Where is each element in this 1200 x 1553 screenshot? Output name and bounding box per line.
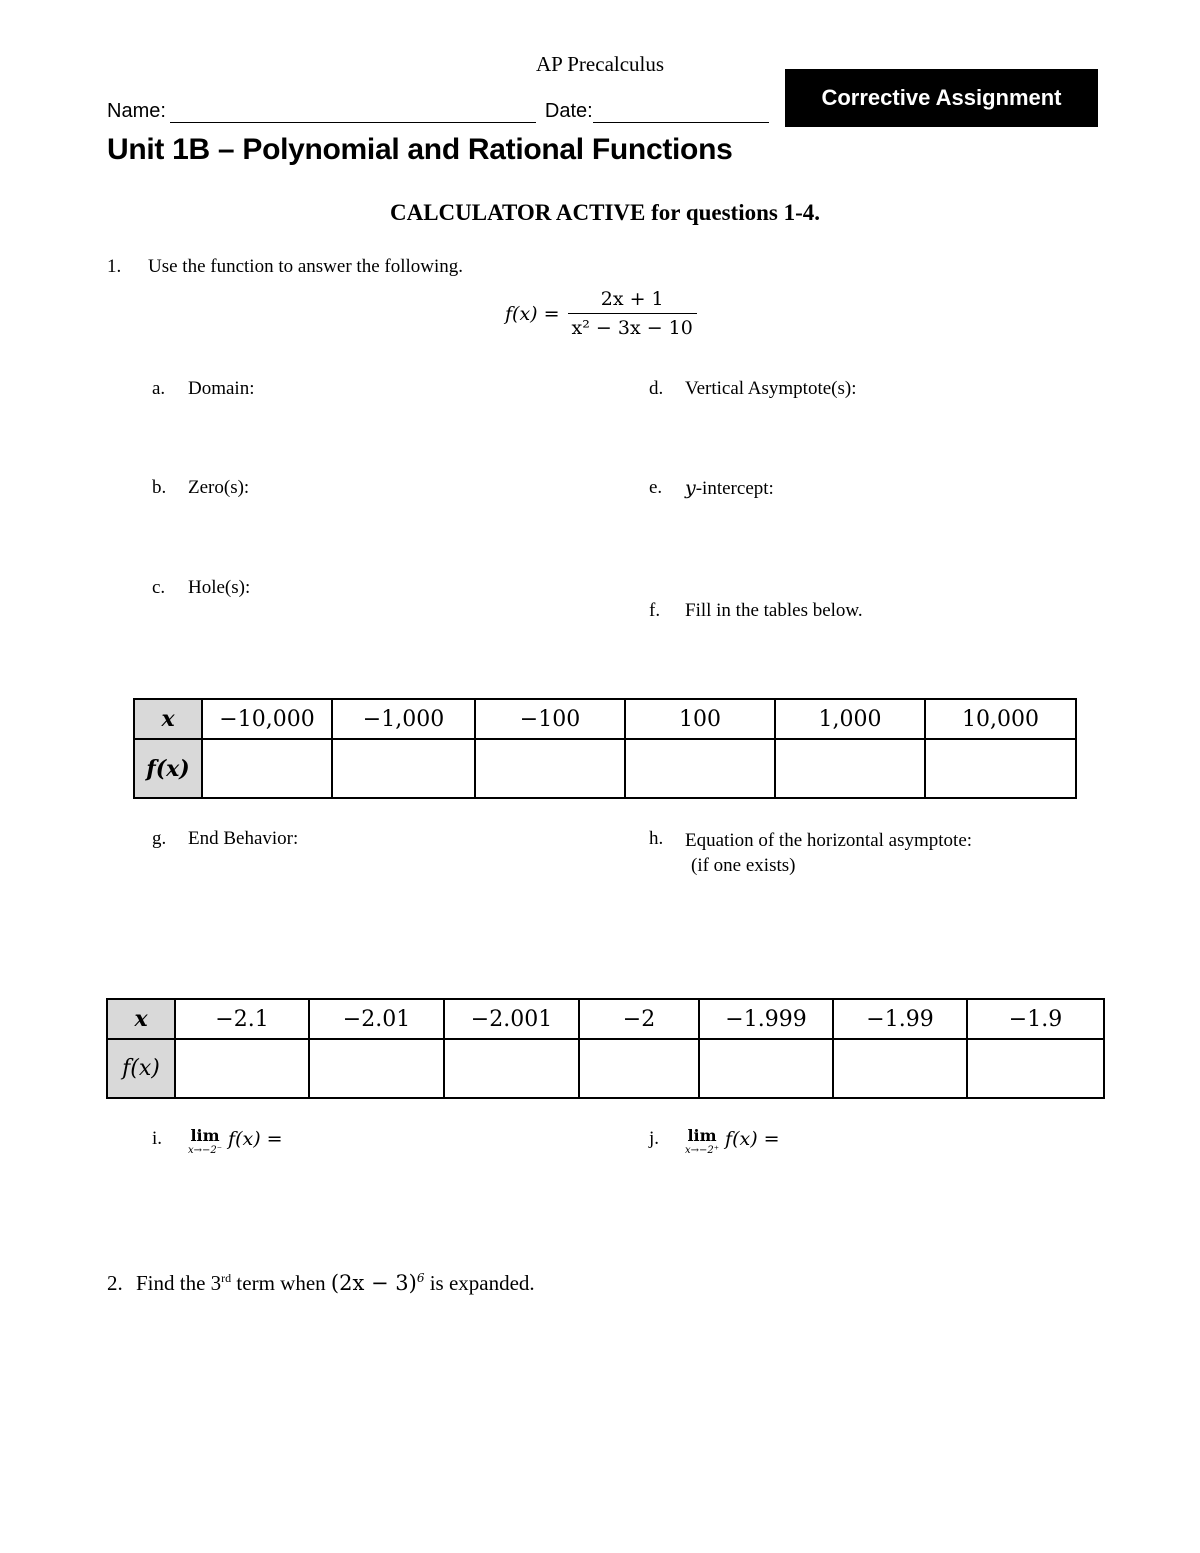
name-label: Name: [107, 100, 166, 122]
table-cell-blank[interactable] [175, 1039, 309, 1098]
table-cell-x: −1.9 [967, 999, 1104, 1039]
function-definition [505, 288, 697, 339]
part-g-label: g. [152, 828, 167, 849]
limit-table [106, 998, 1105, 1099]
limit-left [188, 1128, 222, 1156]
table-cell-x: −2.1 [175, 999, 309, 1039]
q2-number: 2. [107, 1271, 123, 1295]
function-lhs: f(x) = [505, 302, 560, 325]
table-header-x: x [134, 699, 202, 739]
table-cell-x: −2.001 [444, 999, 579, 1039]
table-header-x: x [107, 999, 175, 1039]
q2-text-a: Find the 3 [136, 1271, 222, 1295]
part-i-label: i. [152, 1128, 163, 1149]
part-f-text: Fill in the tables below. [685, 600, 863, 621]
part-f [649, 600, 863, 622]
course-title: AP Precalculus [535, 52, 665, 76]
table-cell-x: 1,000 [775, 699, 925, 739]
table-cell-blank[interactable] [699, 1039, 833, 1098]
function-numerator: 2x + 1 [600, 288, 664, 310]
limit-expression: f(x) = [228, 1128, 283, 1150]
table-cell-blank[interactable] [332, 739, 475, 798]
function-fraction [568, 288, 697, 339]
table-cell-blank[interactable] [202, 739, 332, 798]
table-cell-blank[interactable] [925, 739, 1076, 798]
part-a-text: Domain: [188, 378, 255, 399]
limit-subscript: x→−2⁺ [685, 1145, 720, 1156]
part-b-text: Zero(s): [188, 477, 250, 498]
date-label: Date: [544, 100, 593, 122]
q2-text-b: term when [231, 1271, 331, 1295]
table-cell-x: 10,000 [925, 699, 1076, 739]
q1-number: 1. [107, 256, 122, 277]
question-2 [107, 1271, 535, 1296]
table-cell-x: 100 [625, 699, 775, 739]
table-cell-blank[interactable] [444, 1039, 579, 1098]
part-f-label: f. [649, 600, 661, 621]
q2-expression: (2x − 3) [330, 1271, 417, 1295]
part-i [152, 1128, 283, 1156]
part-a [152, 378, 255, 400]
part-d-label: d. [649, 378, 664, 399]
table-cell-x: −1,000 [332, 699, 475, 739]
part-b-label: b. [152, 477, 167, 498]
table-cell-x: −2.01 [309, 999, 444, 1039]
q1-prompt: Use the function to answer the following. [148, 256, 464, 277]
limit-expression: f(x) = [725, 1128, 780, 1150]
table-row [107, 1039, 1104, 1098]
limit-subscript: x→−2⁻ [188, 1145, 223, 1156]
table-header-fx: f(x) [134, 739, 202, 798]
calculator-note: CALCULATOR ACTIVE for questions 1-4. [389, 200, 821, 225]
part-e [649, 477, 774, 500]
table-cell-blank[interactable] [475, 739, 625, 798]
part-e-label: e. [649, 477, 663, 498]
part-d-text: Vertical Asymptote(s): [685, 378, 857, 399]
date-blank [593, 104, 769, 123]
q2-ordinal: rd [221, 1271, 232, 1285]
limit-word: lim [687, 1126, 717, 1145]
part-e-text: -intercept: [695, 478, 774, 499]
part-a-label: a. [152, 378, 166, 399]
limit-right [685, 1128, 719, 1156]
q2-text-c: is expanded. [424, 1271, 535, 1295]
table-cell-x: −100 [475, 699, 625, 739]
part-g-text: End Behavior: [188, 828, 299, 849]
table-cell-blank[interactable] [625, 739, 775, 798]
table-cell-blank[interactable] [775, 739, 925, 798]
part-c [152, 577, 250, 599]
part-j-label: j. [649, 1128, 660, 1149]
table-header-fx: f(x) [107, 1039, 175, 1098]
table-cell-blank[interactable] [967, 1039, 1104, 1098]
q2-exponent: 6 [416, 1271, 425, 1285]
corrective-assignment-badge: Corrective Assignment [785, 69, 1098, 127]
limit-word: lim [190, 1126, 220, 1145]
part-h-text-note: (if one exists) [691, 855, 796, 876]
part-j [649, 1128, 780, 1156]
table-cell-blank[interactable] [309, 1039, 444, 1098]
table-cell-blank[interactable] [579, 1039, 699, 1098]
end-behavior-table [133, 698, 1077, 799]
part-c-label: c. [152, 577, 166, 598]
part-b [152, 477, 249, 499]
part-h-label: h. [649, 828, 664, 849]
name-blank [170, 104, 536, 123]
unit-title: Unit 1B – Polynomial and Rational Functions [107, 133, 733, 166]
table-cell-blank[interactable] [833, 1039, 967, 1098]
part-g [152, 828, 298, 850]
part-h [649, 828, 972, 878]
function-denominator: x² − 3x − 10 [568, 313, 697, 339]
table-row [134, 699, 1076, 739]
table-cell-x: −2 [579, 999, 699, 1039]
part-d [649, 378, 857, 400]
name-date-row [107, 100, 769, 123]
part-c-text: Hole(s): [188, 577, 251, 598]
part-h-text: Equation of the horizontal asymptote: [685, 830, 973, 851]
table-cell-x: −10,000 [202, 699, 332, 739]
table-cell-x: −1.99 [833, 999, 967, 1039]
table-row [134, 739, 1076, 798]
part-e-variable: y [685, 477, 696, 499]
table-cell-x: −1.999 [699, 999, 833, 1039]
table-row [107, 999, 1104, 1039]
